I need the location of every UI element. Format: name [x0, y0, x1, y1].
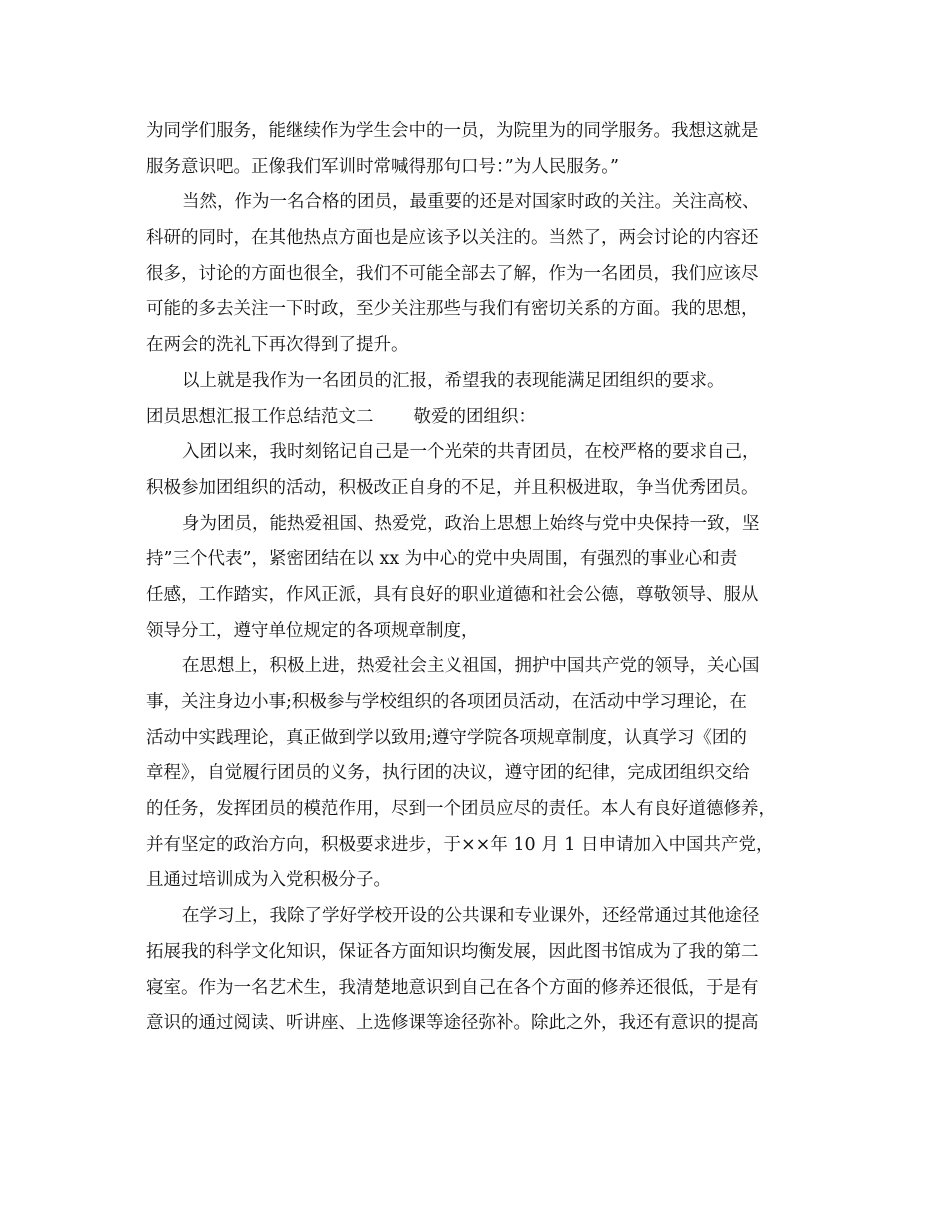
body-line: 并有坚定的政治方向，积极要求进步，于××年 10 月 1 日申请加入中国共产党， [146, 834, 774, 855]
paragraph-start-line: 在学习上，我除了学好学校开设的公共课和专业课外，还经常通过其他途径 [182, 906, 760, 927]
body-line: 活动中实践理论，真正做到学以致用;遵守学院各项规章制度，认真学习《团的 [146, 727, 747, 748]
body-line: 且通过培训成为入党积极分子。 [146, 870, 391, 891]
section-title: 团员思想汇报工作总结范文二 [146, 406, 374, 427]
paragraph-start-line: 当然，作为一名合格的团员，最重要的还是对国家时政的关注。关注高校、 [182, 192, 760, 213]
body-line: 很多，讨论的方面也很全，我们不可能全部去了解，作为一名团员，我们应该尽 [146, 263, 759, 284]
body-line: 任感，工作踏实，作风正派，具有良好的职业道德和社会公德，尊敬领导、服从 [146, 584, 759, 605]
body-line: 寝室。作为一名艺术生，我清楚地意识到自己在各个方面的修养还很低，于是有 [146, 977, 759, 998]
body-line: 为同学们服务，能继续作为学生会中的一员，为院里为的同学服务。我想这就是 [146, 121, 759, 141]
body-line: 事，关注身边小事;积极参与学校组织的各项团员活动，在活动中学习理论，在 [146, 692, 747, 712]
body-line: 章程》，自觉履行团员的义务，执行团的决议，遵守团的纪律，完成团组织交给 [146, 763, 750, 784]
body-line: 领导分工，遵守单位规定的各项规章制度， [146, 620, 479, 641]
body-line: 的任务，发挥团员的模范作用，尽到一个团员应尽的责任。本人有良好道德修养， [146, 799, 776, 820]
body-line: 服务意识吧。正像我们军训时常喊得那句口号：”为人民服务。” [146, 156, 619, 177]
body-line: 积极参加团组织的活动，积极改正自身的不足，并且积极进取，争当优秀团员。 [146, 477, 759, 498]
paragraph-start-line: 入团以来，我时刻铭记自己是一个光荣的共青团员，在校严格的要求自己， [182, 442, 760, 463]
section-heading-line [146, 400, 816, 436]
paragraph-start-line: 在思想上，积极上进，热爱社会主义祖国，拥护中国共产党的领导，关心国 [182, 656, 760, 677]
document-body [146, 114, 816, 1042]
paragraph-start-line: 身为团员，能热爱祖国、热爱党，政治上思想上始终与党中央保持一致，坚 [182, 513, 760, 534]
body-line: 科研的同时，在其他热点方面也是应该予以关注的。当然了，两会讨论的内容还 [146, 228, 759, 249]
body-line: 拓展我的科学文化知识，保证各方面知识均衡发展，因此图书馆成为了我的第二 [146, 941, 759, 962]
salutation: 敬爱的团组织： [413, 406, 536, 427]
body-line: 意识的通过阅读、听讲座、上选修课等途径弥补。除此之外，我还有意识的提高 [146, 1013, 759, 1034]
body-line: 持”三个代表”，紧密团结在以 xx 为中心的党中央周围，有强烈的事业心和责 [146, 549, 738, 570]
body-line: 可能的多去关注一下时政，至少关注那些与我们有密切关系的方面。我的思想， [146, 299, 759, 320]
body-line: 在两会的洗礼下再次得到了提升。 [146, 335, 409, 356]
paragraph-start-line: 以上就是我作为一名团员的汇报，希望我的表现能满足团组织的要求。 [182, 370, 725, 391]
